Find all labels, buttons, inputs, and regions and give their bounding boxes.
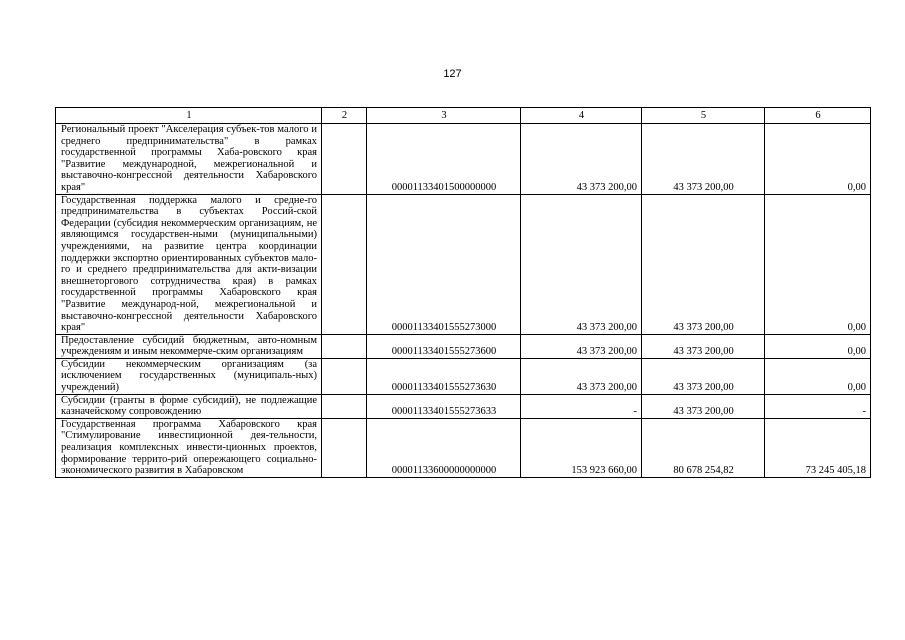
row-name: Региональный проект "Акселерация субъек-тов малого и среднего предпринимательства" в рамках государственной программы Хаба-ровского края "Развитие международной, межрегиональной и выставочно-конгрессной деятельности Хабаровского края" bbox=[56, 124, 322, 195]
table-row bbox=[56, 124, 871, 195]
row-name: Государственная программа Хабаровского края "Стимулирование инвестиционной дея-тельности, реализация комплексных инвести-ционных проектов, формирование террито-рий опережающего социально-экономического развития в Хабаровском bbox=[56, 418, 322, 477]
row-code: 00001133401555273630 bbox=[367, 358, 521, 394]
row-value-5: 43 373 200,00 bbox=[642, 358, 765, 394]
column-header: 6 bbox=[765, 108, 871, 124]
row-col2 bbox=[322, 194, 367, 334]
column-header: 3 bbox=[367, 108, 521, 124]
row-code: 00001133401555273000 bbox=[367, 194, 521, 334]
row-value-6: - bbox=[765, 394, 871, 418]
row-value-6: 0,00 bbox=[765, 358, 871, 394]
row-name: Государственная поддержка малого и средне-го предпринимательства в субъектах Россий-ской Федерации (субсидия некоммерческим организациям, не являющимся государствен-ными (муниципальными) учреждениями, на развитие центра координации поддержки экспортно ориентированных субъектов мало-го и среднего предпринимательства для акти-визации внешнеторгового сотрудничества края) в рамках государственной программы Хабаровского края "Развитие международ-ной, межрегиональной и выставочно-конгрессной деятельности Хабаровского края" bbox=[56, 194, 322, 334]
row-value-5: 43 373 200,00 bbox=[642, 394, 765, 418]
table-row bbox=[56, 194, 871, 334]
table-row bbox=[56, 334, 871, 358]
row-col2 bbox=[322, 124, 367, 195]
row-col2 bbox=[322, 358, 367, 394]
row-value-4: 43 373 200,00 bbox=[521, 334, 642, 358]
row-value-4: 153 923 660,00 bbox=[521, 418, 642, 477]
column-header: 5 bbox=[642, 108, 765, 124]
budget-table bbox=[55, 107, 871, 478]
row-value-6: 0,00 bbox=[765, 194, 871, 334]
row-name: Субсидии некоммерческим организациям (за исключением государственных (муниципаль-ных) учреждений) bbox=[56, 358, 322, 394]
row-col2 bbox=[322, 418, 367, 477]
table-row bbox=[56, 418, 871, 477]
column-header: 2 bbox=[322, 108, 367, 124]
row-value-5: 80 678 254,82 bbox=[642, 418, 765, 477]
row-value-5: 43 373 200,00 bbox=[642, 124, 765, 195]
table-row bbox=[56, 394, 871, 418]
row-value-5: 43 373 200,00 bbox=[642, 334, 765, 358]
row-value-6: 73 245 405,18 bbox=[765, 418, 871, 477]
table-header-row bbox=[56, 108, 871, 124]
row-code: 00001133401555273633 bbox=[367, 394, 521, 418]
row-code: 00001133401555273600 bbox=[367, 334, 521, 358]
row-name: Субсидии (гранты в форме субсидий), не подлежащие казначейскому сопровождению bbox=[56, 394, 322, 418]
row-col2 bbox=[322, 334, 367, 358]
row-value-4: 43 373 200,00 bbox=[521, 358, 642, 394]
table-row bbox=[56, 358, 871, 394]
row-value-5: 43 373 200,00 bbox=[642, 194, 765, 334]
row-value-4: 43 373 200,00 bbox=[521, 124, 642, 195]
row-value-6: 0,00 bbox=[765, 124, 871, 195]
row-code: 00001133600000000000 bbox=[367, 418, 521, 477]
column-header: 1 bbox=[56, 108, 322, 124]
row-value-6: 0,00 bbox=[765, 334, 871, 358]
column-header: 4 bbox=[521, 108, 642, 124]
row-col2 bbox=[322, 394, 367, 418]
row-code: 00001133401500000000 bbox=[367, 124, 521, 195]
page-number: 127 bbox=[443, 68, 462, 80]
row-value-4: - bbox=[521, 394, 642, 418]
row-name: Предоставление субсидий бюджетным, авто-номным учреждениям и иным некоммерче-ским организациям bbox=[56, 334, 322, 358]
row-value-4: 43 373 200,00 bbox=[521, 194, 642, 334]
